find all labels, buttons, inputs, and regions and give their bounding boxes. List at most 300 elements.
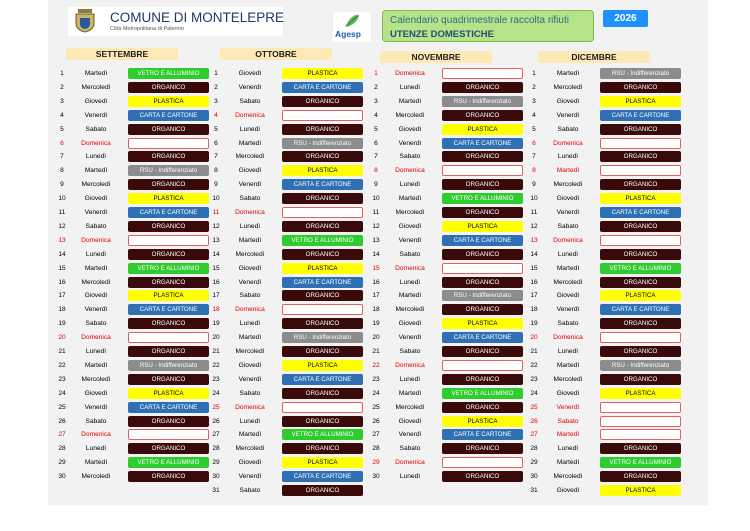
waste-pill-organico: ORGANICO (282, 346, 363, 357)
weekday-name: Martedì (84, 264, 108, 272)
day-row (56, 303, 206, 317)
day-number: 14 (372, 250, 380, 258)
day-number: 8 (214, 167, 218, 175)
day-row (370, 428, 520, 442)
day-number: 11 (530, 209, 538, 216)
waste-pill-vetro: VETRO E ALLUMINIO (600, 457, 681, 468)
waste-pill-plastica: PLASTICA (442, 318, 523, 329)
day-row (370, 345, 520, 359)
day-row (210, 109, 360, 123)
waste-pill-organico: ORGANICO (442, 82, 523, 93)
waste-pill-organico: ORGANICO (282, 249, 363, 260)
day-number: 7 (374, 153, 378, 161)
year-badge: 2026 (603, 10, 648, 27)
day-row (56, 401, 206, 415)
day-number: 18 (212, 306, 220, 314)
waste-pill-organico: ORGANICO (128, 82, 209, 93)
day-number: 3 (214, 97, 218, 105)
waste-pill-vetro: VETRO E ALLUMINIO (128, 457, 209, 468)
day-number: 27 (372, 431, 380, 439)
weekday-name: Domenica (395, 361, 425, 369)
month-name: DICEMBRE (538, 51, 650, 63)
waste-pill-organico: ORGANICO (600, 346, 681, 357)
weekday-name: Venerdì (238, 375, 262, 383)
waste-pill-vetro: VETRO E ALLUMINIO (128, 68, 209, 79)
waste-pill-organico: ORGANICO (600, 443, 681, 454)
weekday-name: Martedì (238, 431, 262, 439)
day-number: 22 (212, 361, 220, 369)
waste-pill-organico: ORGANICO (128, 221, 209, 232)
day-number: 23 (58, 375, 66, 383)
day-number: 14 (530, 250, 538, 258)
day-number: 8 (374, 167, 378, 175)
day-row (370, 401, 520, 415)
weekday-name: Venerdì (398, 334, 422, 342)
day-row (370, 192, 520, 206)
weekday-name: Lunedì (85, 445, 107, 453)
day-row (210, 150, 360, 164)
day-row (370, 331, 520, 345)
day-row (56, 220, 206, 234)
weekday-name: Domenica (395, 264, 425, 272)
waste-pill-carta: CARTA E CARTONE (442, 429, 523, 440)
weekday-name: Domenica (81, 139, 111, 147)
day-number: 18 (58, 306, 66, 314)
waste-pill-plastica: PLASTICA (600, 290, 681, 301)
day-row (370, 456, 520, 470)
day-row (56, 67, 206, 81)
waste-pill-empty (442, 165, 523, 176)
weekday-name: Giovedì (556, 487, 580, 494)
waste-pill-carta: CARTA E CARTONE (600, 304, 681, 315)
day-row (528, 415, 678, 429)
weekday-name: Lunedì (399, 83, 421, 91)
waste-pill-plastica: PLASTICA (442, 124, 523, 135)
day-number: 26 (530, 417, 538, 425)
weekday-name: Domenica (81, 334, 111, 342)
weekday-name: Domenica (235, 209, 265, 216)
day-row (210, 206, 360, 220)
weekday-name: Giovedì (556, 389, 580, 397)
day-row (210, 317, 360, 331)
day-number: 1 (60, 70, 64, 77)
waste-pill-organico: ORGANICO (282, 318, 363, 329)
weekday-name: Venerdì (556, 403, 580, 411)
month-name: NOVEMBRE (380, 51, 492, 63)
waste-pill-plastica: PLASTICA (282, 263, 363, 274)
weekday-name: Sabato (557, 320, 579, 328)
weekday-name: Venerdì (398, 139, 422, 147)
weekday-name: Giovedì (556, 97, 580, 105)
day-row (210, 137, 360, 151)
day-number: 27 (212, 431, 220, 439)
day-number: 20 (372, 334, 380, 342)
waste-pill-plastica: PLASTICA (282, 457, 363, 468)
weekday-name: Domenica (395, 70, 425, 77)
waste-pill-organico: ORGANICO (442, 179, 523, 190)
waste-pill-organico: ORGANICO (600, 374, 681, 385)
weekday-name: Lunedì (239, 125, 261, 133)
waste-pill-plastica: PLASTICA (128, 193, 209, 204)
day-number: 9 (60, 181, 64, 189)
weekday-name: Domenica (235, 306, 265, 314)
waste-pill-carta: CARTA E CARTONE (128, 402, 209, 413)
weekday-name: Giovedì (398, 125, 422, 133)
waste-pill-organico: ORGANICO (442, 443, 523, 454)
waste-pill-organico: ORGANICO (600, 151, 681, 162)
waste-pill-organico: ORGANICO (128, 277, 209, 288)
month-name: SETTEMBRE (66, 48, 178, 60)
day-number: 15 (58, 264, 66, 272)
weekday-name: Mercoledì (235, 153, 265, 161)
day-number: 2 (532, 83, 536, 91)
weekday-name: Domenica (553, 139, 583, 147)
day-number: 20 (530, 334, 538, 342)
day-number: 19 (212, 320, 220, 328)
weekday-name: Venerdì (238, 278, 262, 286)
day-number: 28 (530, 445, 538, 453)
waste-pill-empty (282, 207, 363, 218)
day-number: 10 (58, 195, 66, 203)
day-row (528, 428, 678, 442)
day-number: 30 (530, 473, 538, 481)
day-number: 9 (532, 181, 536, 189)
day-number: 14 (58, 250, 66, 258)
waste-pill-empty (282, 304, 363, 315)
waste-pill-carta: CARTA E CARTONE (128, 110, 209, 121)
day-number: 30 (372, 473, 380, 481)
day-number: 29 (58, 459, 66, 467)
day-row (56, 345, 206, 359)
weekday-name: Domenica (235, 111, 265, 119)
day-number: 25 (372, 403, 380, 411)
weekday-name: Giovedì (84, 389, 108, 397)
day-number: 12 (212, 222, 220, 230)
weekday-name: Giovedì (398, 320, 422, 328)
day-row (370, 262, 520, 276)
day-row (56, 317, 206, 331)
day-row (528, 276, 678, 290)
day-row (528, 67, 678, 81)
day-row (56, 387, 206, 401)
weekday-name: Domenica (395, 459, 425, 467)
weekday-name: Mercoledì (235, 250, 265, 258)
day-row (370, 109, 520, 123)
day-row (528, 81, 678, 95)
waste-pill-organico: ORGANICO (128, 374, 209, 385)
weekday-name: Martedì (84, 167, 108, 175)
weekday-name: Sabato (399, 348, 421, 355)
waste-pill-organico: ORGANICO (128, 346, 209, 357)
waste-pill-organico: ORGANICO (282, 388, 363, 399)
waste-pill-carta: CARTA E CARTONE (282, 82, 363, 93)
agesp-leaf-icon (343, 13, 361, 29)
day-row (528, 359, 678, 373)
weekday-name: Venerdì (398, 431, 422, 439)
day-row (370, 470, 520, 484)
waste-pill-plastica: PLASTICA (128, 290, 209, 301)
weekday-name: Martedì (398, 195, 422, 203)
day-number: 18 (372, 306, 380, 314)
weekday-name: Lunedì (239, 222, 261, 230)
waste-pill-organico: ORGANICO (128, 416, 209, 427)
day-row (370, 317, 520, 331)
waste-pill-empty (282, 402, 363, 413)
day-number: 8 (532, 167, 536, 175)
day-row (370, 276, 520, 290)
day-number: 16 (530, 278, 538, 286)
day-row (528, 387, 678, 401)
waste-pill-plastica: PLASTICA (600, 485, 681, 496)
day-row (210, 123, 360, 137)
weekday-name: Mercoledì (81, 375, 111, 383)
day-row (370, 95, 520, 109)
waste-pill-rsu: RSU - Indifferenziato (442, 290, 523, 301)
weekday-name: Domenica (395, 167, 425, 175)
day-number: 29 (530, 459, 538, 467)
waste-pill-vetro: VETRO E ALLUMINIO (442, 193, 523, 204)
day-number: 10 (372, 195, 380, 203)
day-row (528, 123, 678, 137)
waste-pill-organico: ORGANICO (442, 374, 523, 385)
waste-pill-organico: ORGANICO (600, 221, 681, 232)
waste-pill-carta: CARTA E CARTONE (282, 374, 363, 385)
day-row (528, 234, 678, 248)
day-number: 3 (532, 97, 536, 105)
waste-pill-empty (442, 360, 523, 371)
weekday-name: Venerdì (238, 473, 262, 481)
weekday-name: Domenica (81, 236, 111, 244)
weekday-name: Venerdì (84, 111, 108, 119)
weekday-name: Martedì (84, 70, 108, 77)
weekday-name: Sabato (239, 292, 261, 300)
day-number: 5 (60, 125, 64, 133)
waste-pill-plastica: PLASTICA (442, 416, 523, 427)
day-number: 30 (212, 473, 220, 481)
day-number: 6 (532, 139, 536, 147)
day-number: 12 (58, 222, 66, 230)
weekday-name: Giovedì (84, 97, 108, 105)
weekday-name: Sabato (85, 320, 107, 328)
waste-pill-empty (442, 68, 523, 79)
day-row (56, 206, 206, 220)
comune-subtitle: Città Metropolitana di Palermo (110, 26, 184, 32)
weekday-name: Venerdì (84, 209, 108, 216)
waste-pill-organico: ORGANICO (600, 124, 681, 135)
waste-pill-empty (600, 402, 681, 413)
weekday-name: Martedì (84, 361, 108, 369)
waste-pill-organico: ORGANICO (282, 124, 363, 135)
day-number: 23 (372, 375, 380, 383)
day-row (210, 387, 360, 401)
day-row (210, 289, 360, 303)
day-row (528, 317, 678, 331)
day-number: 20 (58, 334, 66, 342)
waste-pill-organico: ORGANICO (128, 443, 209, 454)
day-number: 26 (372, 417, 380, 425)
weekday-name: Sabato (239, 389, 261, 397)
day-number: 22 (58, 361, 66, 369)
waste-pill-plastica: PLASTICA (442, 221, 523, 232)
weekday-name: Mercoledì (395, 403, 425, 411)
weekday-name: Domenica (81, 431, 111, 439)
waste-pill-organico: ORGANICO (442, 249, 523, 260)
day-row (56, 137, 206, 151)
day-row (210, 248, 360, 262)
day-number: 4 (60, 111, 64, 119)
day-number: 19 (372, 320, 380, 328)
day-row (370, 289, 520, 303)
day-number: 25 (530, 403, 538, 411)
waste-pill-organico: ORGANICO (442, 151, 523, 162)
day-row (56, 331, 206, 345)
day-number: 28 (372, 445, 380, 453)
day-number: 3 (60, 97, 64, 105)
day-row (210, 415, 360, 429)
day-number: 24 (212, 389, 220, 397)
weekday-name: Martedì (398, 292, 422, 300)
comune-name: COMUNE DI MONTELEPRE (110, 10, 285, 25)
day-number: 31 (530, 487, 538, 494)
day-row (528, 192, 678, 206)
waste-pill-rsu: RSU - Indifferenziato (282, 138, 363, 149)
waste-pill-organico: ORGANICO (442, 207, 523, 218)
waste-pill-organico: ORGANICO (282, 221, 363, 232)
day-number: 26 (212, 417, 220, 425)
day-number: 9 (214, 181, 218, 189)
day-number: 7 (214, 153, 218, 161)
weekday-name: Martedì (84, 459, 108, 467)
day-number: 16 (58, 278, 66, 286)
day-number: 21 (58, 348, 66, 355)
day-row (56, 276, 206, 290)
day-number: 27 (530, 431, 538, 439)
weekday-name: Giovedì (556, 195, 580, 203)
day-number: 15 (530, 264, 538, 272)
day-row (528, 109, 678, 123)
day-number: 9 (374, 181, 378, 189)
waste-pill-plastica: PLASTICA (282, 68, 363, 79)
weekday-name: Venerdì (556, 111, 580, 119)
day-number: 4 (374, 111, 378, 119)
day-number: 23 (530, 375, 538, 383)
day-row (528, 220, 678, 234)
weekday-name: Mercoledì (553, 375, 583, 383)
day-row (370, 442, 520, 456)
day-row (370, 137, 520, 151)
day-number: 19 (58, 320, 66, 328)
day-number: 2 (214, 83, 218, 91)
day-number: 26 (58, 417, 66, 425)
weekday-name: Lunedì (557, 445, 579, 453)
day-row (528, 206, 678, 220)
day-number: 15 (372, 264, 380, 272)
weekday-name: Mercoledì (553, 278, 583, 286)
weekday-name: Giovedì (84, 292, 108, 300)
day-row (56, 109, 206, 123)
day-number: 2 (374, 83, 378, 91)
waste-pill-empty (442, 457, 523, 468)
day-number: 30 (58, 473, 66, 481)
weekday-name: Sabato (557, 125, 579, 133)
waste-pill-empty (128, 332, 209, 343)
day-number: 21 (372, 348, 380, 355)
waste-pill-organico: ORGANICO (282, 416, 363, 427)
day-number: 31 (212, 487, 220, 494)
waste-pill-organico: ORGANICO (600, 179, 681, 190)
weekday-name: Lunedì (399, 181, 421, 189)
month-name: OTTOBRE (220, 48, 332, 60)
waste-pill-rsu: RSU - Indifferenziato (600, 68, 681, 79)
day-number: 29 (372, 459, 380, 467)
weekday-name: Sabato (399, 153, 421, 161)
weekday-name: Giovedì (556, 292, 580, 300)
waste-pill-organico: ORGANICO (128, 249, 209, 260)
day-row (370, 303, 520, 317)
waste-pill-vetro: VETRO E ALLUMINIO (282, 429, 363, 440)
day-row (210, 262, 360, 276)
day-row (528, 262, 678, 276)
weekday-name: Lunedì (85, 250, 107, 258)
day-row (370, 150, 520, 164)
day-row (210, 95, 360, 109)
day-row (210, 164, 360, 178)
waste-pill-organico: ORGANICO (442, 304, 523, 315)
weekday-name: Martedì (556, 361, 580, 369)
day-number: 17 (530, 292, 538, 300)
agesp-text: Agesp (335, 29, 361, 39)
weekday-name: Lunedì (557, 348, 579, 355)
day-row (370, 164, 520, 178)
weekday-name: Martedì (238, 139, 262, 147)
waste-pill-organico: ORGANICO (282, 290, 363, 301)
waste-pill-organico: ORGANICO (442, 471, 523, 482)
day-number: 1 (532, 70, 536, 77)
day-row (56, 234, 206, 248)
day-number: 14 (212, 250, 220, 258)
day-number: 4 (214, 111, 218, 119)
day-row (370, 248, 520, 262)
waste-pill-empty (600, 165, 681, 176)
day-row (528, 289, 678, 303)
weekday-name: Domenica (553, 236, 583, 244)
weekday-name: Giovedì (238, 361, 262, 369)
day-number: 13 (212, 236, 220, 244)
waste-pill-organico: ORGANICO (282, 443, 363, 454)
day-number: 29 (212, 459, 220, 467)
day-number: 27 (58, 431, 66, 439)
weekday-name: Giovedì (398, 417, 422, 425)
waste-pill-organico: ORGANICO (128, 318, 209, 329)
waste-pill-carta: CARTA E CARTONE (128, 304, 209, 315)
weekday-name: Sabato (85, 125, 107, 133)
weekday-name: Lunedì (557, 153, 579, 161)
day-number: 7 (532, 153, 536, 161)
weekday-name: Giovedì (238, 264, 262, 272)
day-row (210, 401, 360, 415)
weekday-name: Lunedì (399, 278, 421, 286)
day-row (370, 359, 520, 373)
day-number: 5 (214, 125, 218, 133)
weekday-name: Sabato (557, 222, 579, 230)
day-row (56, 289, 206, 303)
weekday-name: Mercoledì (81, 473, 111, 481)
day-row (528, 137, 678, 151)
waste-pill-organico: ORGANICO (128, 471, 209, 482)
day-row (370, 373, 520, 387)
day-row (56, 150, 206, 164)
day-row (370, 81, 520, 95)
